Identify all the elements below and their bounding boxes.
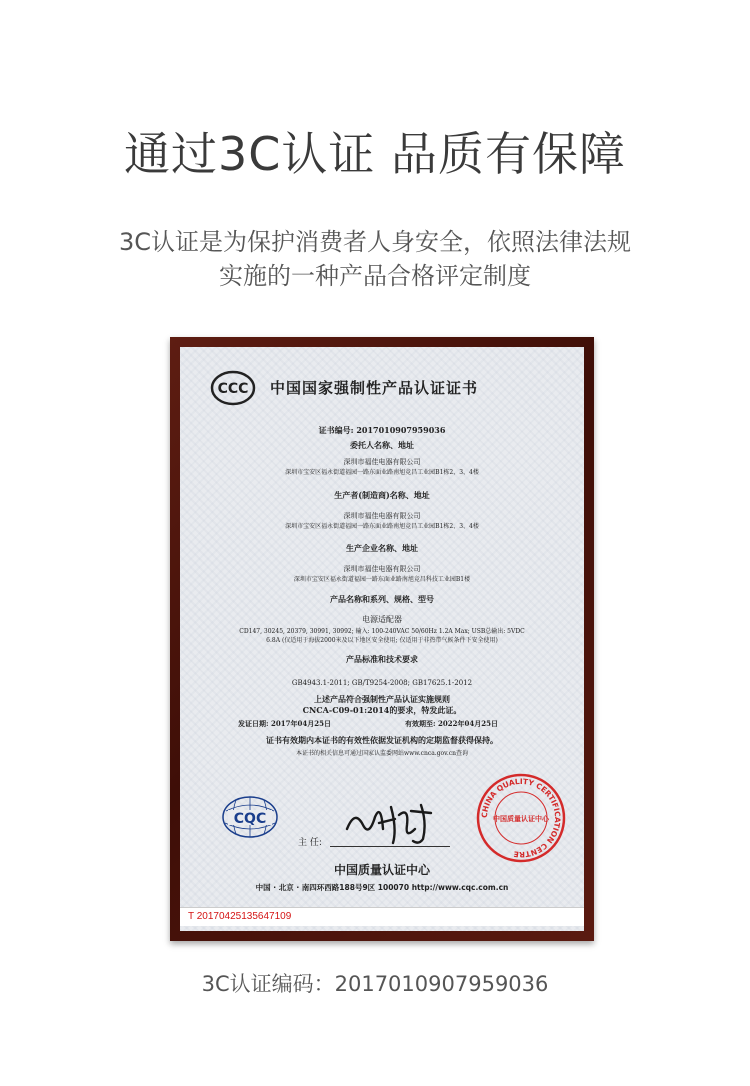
- svg-text:中国质量认证中心: 中国质量认证中心: [493, 815, 549, 823]
- serial-box: [180, 907, 584, 926]
- issuer-name: 中国质量认证中心: [333, 863, 430, 877]
- signature-line: [330, 846, 450, 847]
- cert-number: 证书编号: 2017010907959036: [318, 425, 446, 435]
- certificate-title: 中国国家强制性产品认证证书: [270, 379, 479, 397]
- client-address: 深圳市宝安区福永街道福园一路东面业路南旭竞昌工业园B1栋2、3、4楼: [285, 469, 479, 476]
- certificate: [180, 347, 584, 931]
- validity-note: 证书有效期内本证书的有效性依据发证机构的定期监督获得保持。: [266, 735, 498, 745]
- svg-text:CQC: CQC: [233, 811, 267, 827]
- client-name: 深圳市福佳电器有限公司: [343, 458, 421, 466]
- subtitle-line-2: 实施的一种产品合格评定制度: [219, 262, 531, 290]
- signature-icon: [335, 799, 445, 847]
- serial-number: T 20170425135647109: [188, 911, 292, 922]
- ccc-logo-icon: [210, 369, 256, 407]
- product-spec-2: 6.8A (仅适用于海拔2000米及以下地区安全使用; 仅适用于非热带气候条件下安全使用): [266, 637, 498, 644]
- issuer-address: 中国 · 北京 · 南四环西路188号9区 100070 http://www.cqc.com.cn: [255, 883, 509, 892]
- director-label: 主 任:: [298, 838, 322, 848]
- product-label: 产品名称和系列、规格、型号: [330, 594, 434, 604]
- manufacturer-name: 深圳市福佳电器有限公司: [343, 512, 421, 520]
- factory-address: 深圳市宝安区福永街道福园一路东面业路南旭竞昌科技工业园B1楼: [293, 576, 471, 583]
- product-spec-1: CD147, 30245, 20379, 30991, 30992; 输入: 100-240VAC 50/60Hz 1.2A Max; USB总输出: 5VDC: [239, 628, 525, 635]
- official-seal-icon: [475, 772, 567, 864]
- manufacturer-address: 深圳市宝安区福永街道福园一路东面业路南旭竞昌工业园B1栋2、3、4楼: [285, 523, 479, 530]
- factory-name: 深圳市福佳电器有限公司: [343, 565, 421, 573]
- standards: GB4943.1-2011; GB/T9254-2008; GB17625.1-2012: [291, 679, 473, 687]
- manufacturer-label: 生产者(制造商)名称、地址: [334, 490, 430, 500]
- svg-text:CHINA QUALITY CERTIFICATION CE: CHINA QUALITY CERTIFICATION CENTRE: [479, 776, 563, 860]
- issue-date: 发证日期: 2017年04月25日: [238, 719, 331, 728]
- valid-date: 有效期至: 2022年04月25日: [405, 719, 498, 728]
- subtitle-line-1: 3C认证是为保护消费者人身安全，依照法律法规: [118, 228, 632, 256]
- cqc-logo-icon: [220, 795, 280, 839]
- client-label: 委托人名称、地址: [350, 440, 414, 450]
- product-name: 电源适配器: [362, 615, 402, 624]
- factory-label: 生产企业名称、地址: [346, 543, 418, 553]
- rule-line-1: 上述产品符合强制性产品认证实施规则: [314, 694, 450, 704]
- svg-text:CCC: CCC: [217, 381, 249, 397]
- certification-code: 3C认证编码：2017010907959036: [201, 972, 549, 996]
- certificate-frame: [170, 337, 594, 941]
- query-note: 本证书的相关信息可通过国家认监委网站www.cnca.gov.cn查询: [296, 750, 468, 757]
- rule-line-2: CNCA-C09-01:2014的要求，特发此证。: [302, 705, 462, 715]
- page-headline: 通过3C认证 品质有保障: [123, 127, 626, 181]
- standard-label: 产品标准和技术要求: [346, 654, 418, 664]
